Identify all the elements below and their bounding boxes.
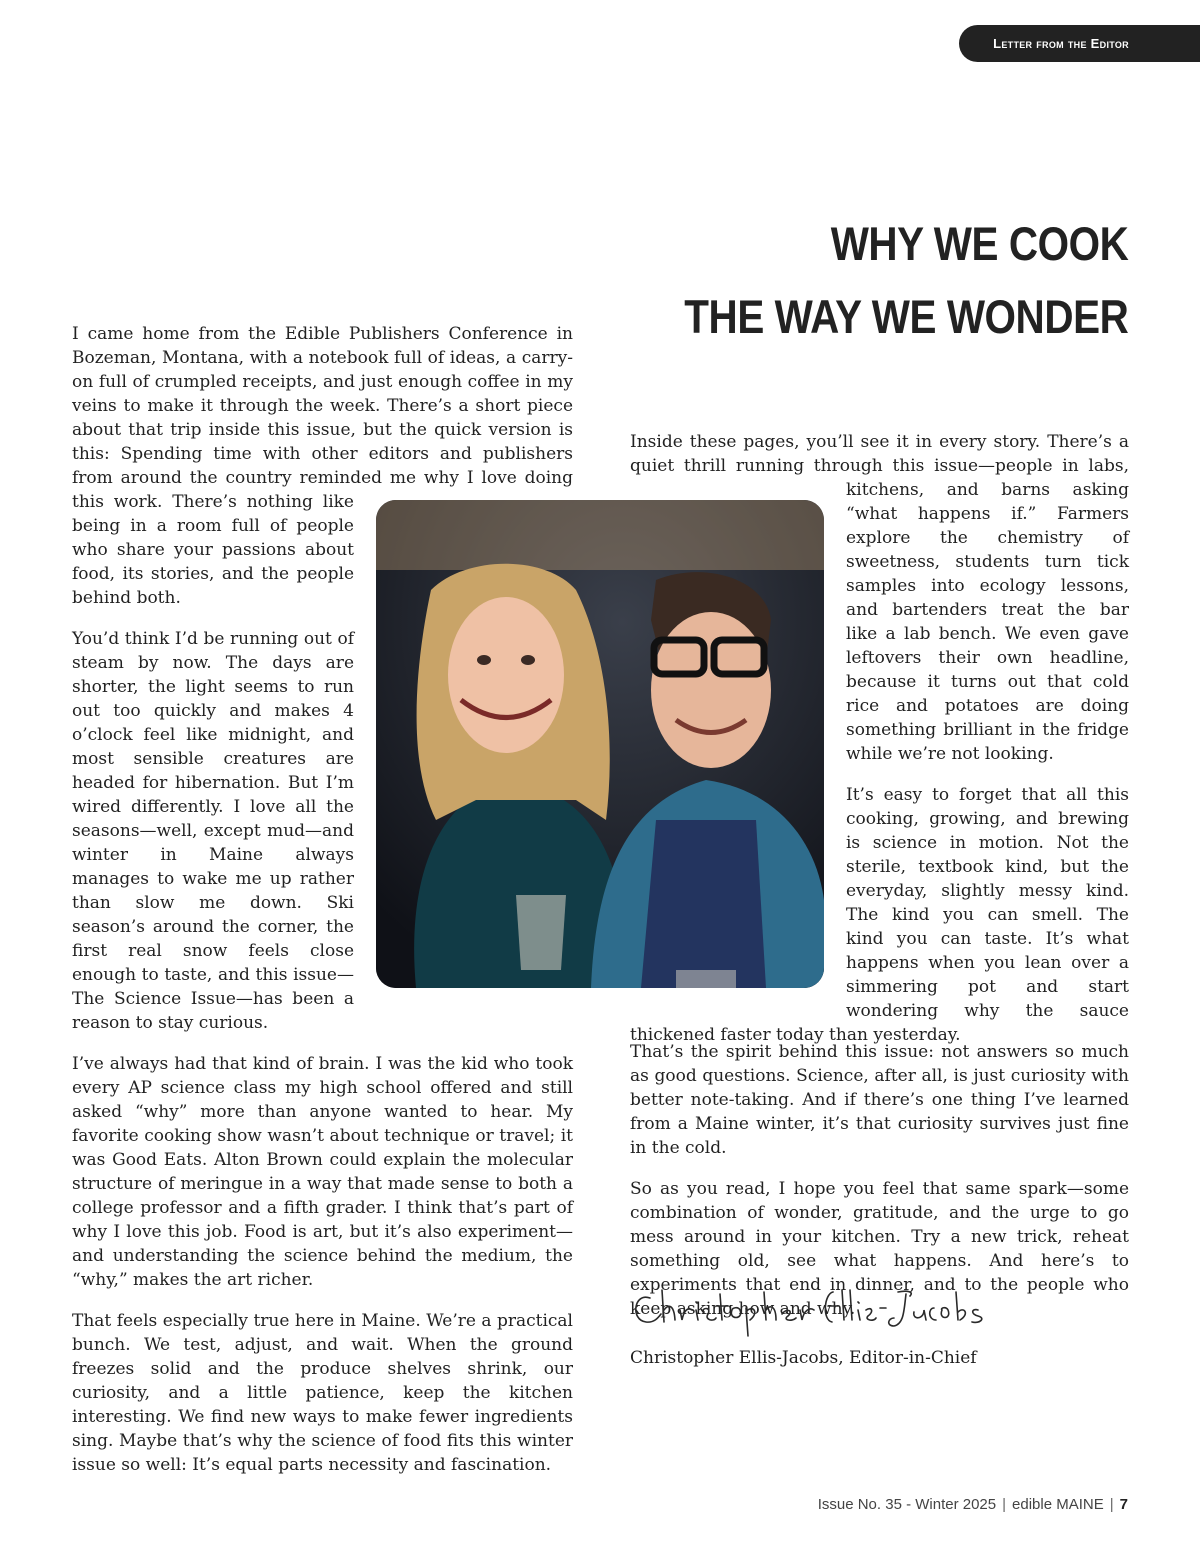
issue-info: Issue No. 35 - Winter 2025	[817, 1496, 997, 1513]
left-paragraph-4: That feels especially true here in Maine. We’re a practical bunch. We test, adjust, and wait. When the ground freezes solid and the produce shelves shrink, our curiosity, and a little patience, keep the kitchen interesting. We find new ways to make fewer ingredients sing. Maybe that’s why the science of food fits this winter issue so well: It’s equal parts necessity and fascination.	[72, 1311, 573, 1475]
page-number: 7	[1119, 1496, 1128, 1513]
signoff: Christopher Ellis-Jacobs, Editor-in-Chief	[630, 1348, 977, 1368]
headline	[684, 207, 1128, 353]
left-paragraph-1: I came home from the Edible Publishers Conference in Bozeman, Montana, with a notebook full of ideas, a carry-on full of crumpled receipts, and just enough coffee in my veins to make it through the week. There’s a short piece about that trip inside this issue, but the quick version is this: Spending time with other editors and publishers from around the country reminded me why I love doing this work. There’s nothing like being in a room full of people who share your passions about food, its stories, and the people behind both.	[72, 324, 573, 608]
footer-divider: |	[1109, 1496, 1114, 1513]
left-paragraph-3: I’ve always had that kind of brain. I was the kid who took every AP science class my high school offered and still asked “why” more than anyone wanted to hear. My favorite cooking show wasn’t about technique or travel; it was Good Eats. Alton Brown could explain the molecular structure of meringue in a way that made sense to both a college professor and a fifth grader. I think that’s part of why I love this job. Food is art, but it’s also experiment—and understanding the science behind the medium, the “why,” makes the art richer.	[72, 1054, 573, 1290]
footer-divider: |	[1002, 1496, 1007, 1513]
right-paragraph-1: Inside these pages, you’ll see it in every story. There’s a quiet thrill running through this issue—people in labs, kitchens, and barns asking “what happens if.” Farmers explore the chemistry of sweetness, students turn tick samples into ecology lessons, and bartenders treat the bar like a lab bench. We even gave leftovers their own headline, because it turns out that cold rice and potatoes are doing something brilliant in the fridge while we’re not looking.	[630, 432, 1129, 764]
section-tab	[959, 25, 1200, 62]
magazine-name: edible MAINE	[1012, 1496, 1104, 1513]
editor-photo	[376, 500, 824, 988]
section-label: Letter from the Editor	[993, 36, 1129, 51]
right-paragraph-3: That’s the spirit behind this issue: not answers so much as good questions. Science, after all, is just curiosity with better note-taking. And if there’s one thing I’ve learned from a Maine winter, it’s that curiosity survives just fine in the cold.	[630, 1042, 1129, 1158]
headline-line-2: THE WAY WE WONDER	[683, 290, 1128, 343]
left-paragraph-2: You’d think I’d be running out of steam by now. The days are shorter, the light seems to run out too quickly and makes 4 o’clock feel like midnight, and most sensible creatures are headed for hibernation. But I’m wired differently. I love all the seasons—well, except mud—and winter in Maine always manages to wake me up rather than slow me down. Ski season’s around the corner, the first real snow feels close enough to taste, and this issue—The Science Issue—has been a reason to stay curious.	[72, 629, 354, 1033]
headline-line-1: WHY WE COOK	[830, 217, 1128, 270]
handwritten-signature	[628, 1280, 998, 1340]
page-footer	[818, 1496, 1128, 1513]
right-paragraph-4: So as you read, I hope you feel that same spark—some combination of wonder, gratitude, and the urge to go mess around in your kitchen. Try a new trick, reheat something old, see what happens. And here’s to experiments that end in dinner, and to the people who keep asking how and why.	[630, 1179, 1129, 1319]
right-paragraph-2: It’s easy to forget that all this cooking, growing, and brewing is science in motion. Not the sterile, textbook kind, but the everyday, slightly messy kind. The kind you can smell. The kind you can taste. It’s what happens when you lean over a simmering pot and start wondering why the sauce thickened faster today than yesterday.	[630, 785, 1129, 1045]
